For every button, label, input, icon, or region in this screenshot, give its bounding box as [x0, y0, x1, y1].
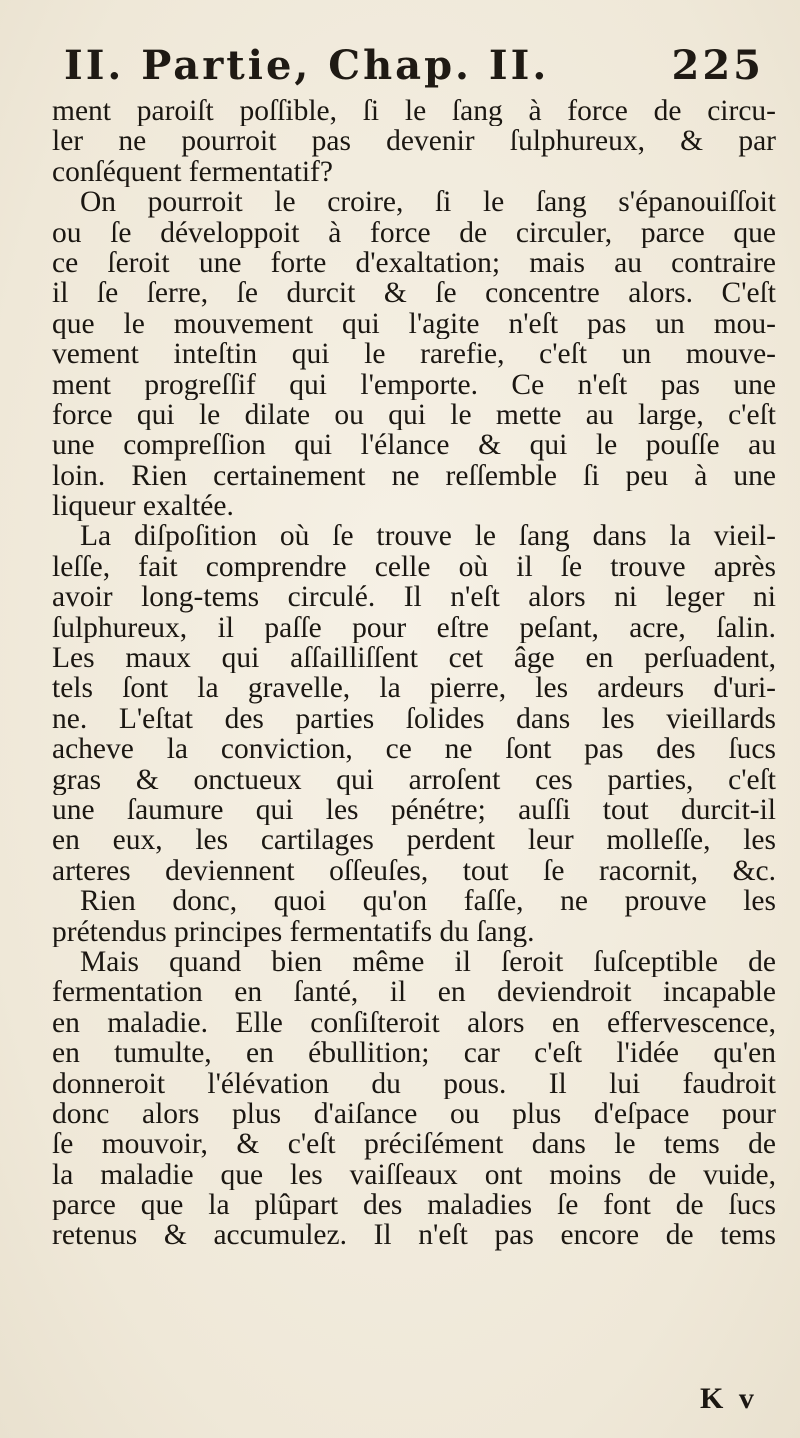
text-line: prétendus principes fermentatifs du ſang. [52, 916, 535, 947]
text-line: Les maux qui aſſailliſſent cet âge en perſuadent, [52, 643, 776, 674]
text-line: On pourroit le croire, ſi le ſang s'épanouiſſoit [80, 187, 776, 218]
text-line: vement inteſtin qui le rarefie, c'eſt un mouve- [52, 339, 776, 370]
text-line: en tumulte, en ébullition; car c'eſt l'idée qu'en [52, 1038, 776, 1069]
text-line: Mais quand bien même il ſeroit ſuſceptible de [80, 946, 776, 978]
text-line: force qui le dilate ou qui le mette au large, c'eſt [52, 399, 776, 431]
text-line: ſulphureux, il paſſe pour eſtre peſant, acre, ſalin. [52, 612, 776, 644]
text-line: tels ſont la gravelle, la pierre, les ardeurs d'uri- [52, 673, 776, 704]
text-line: la maladie que les vaiſſeaux ont moins de vuide, [52, 1159, 776, 1191]
text-line: arteres deviennent oſſeuſes, tout ſe racornit, &c. [52, 855, 776, 887]
text-line: loin. Rien certainement ne reſſemble ſi peu à une [52, 460, 776, 492]
text-line: leſſe, fait comprendre celle où il ſe trouve après [52, 551, 776, 583]
text-line: en eux, les cartilages perdent leur molleſſe, les [52, 825, 776, 856]
text-line: fermentation en ſanté, il en deviendroit incapable [52, 977, 776, 1008]
page-number: 225 [671, 42, 764, 89]
text-line: retenus & accumulez. Il n'eſt pas encore de tems [52, 1220, 776, 1251]
signature-mark: K v [700, 1382, 758, 1415]
text-line: il ſe ſerre, ſe durcit & ſe concentre alors. C'eſt [52, 278, 776, 309]
text-line: acheve la conviction, ce ne ſont pas des ſucs [52, 734, 776, 765]
text-line: liqueur exaltée. [52, 491, 234, 522]
header-title: II. Partie, Chap. II. [64, 42, 550, 89]
body-text [52, 96, 776, 1251]
text-line: La diſpoſition où ſe trouve le ſang dans la vieil- [80, 521, 776, 552]
text-line: donc alors plus d'aiſance ou plus d'eſpace pour [52, 1098, 776, 1130]
text-line: ou ſe développoit à force de circuler, parce que [52, 217, 776, 248]
text-line: ne. L'eſtat des parties ſolides dans les vieillards [52, 703, 776, 735]
running-header [64, 42, 764, 89]
text-line: ler ne pourroit pas devenir ſulphureux, & par [52, 126, 776, 157]
text-line: ment paroiſt poſſible, ſi le ſang à force de circu- [52, 96, 776, 127]
text-line: ſe mouvoir, & c'eſt préciſément dans le tems de [52, 1129, 776, 1160]
text-line: une compreſſion qui l'élance & qui le pouſſe au [52, 430, 776, 461]
text-line: en maladie. Elle conſiſteroit alors en effervescence, [52, 1007, 776, 1039]
text-line: ment progreſſif qui l'emporte. Ce n'eſt pas une [52, 369, 776, 400]
text-line: ce ſeroit une forte d'exaltation; mais au contraire [52, 247, 776, 279]
text-line: que le mouvement qui l'agite n'eſt pas un mou- [52, 308, 776, 340]
text-line: parce que la plûpart des maladies ſe font de ſucs [52, 1190, 776, 1221]
text-line: Rien donc, quoi qu'on faſſe, ne prouve les [80, 886, 776, 917]
text-line: donneroit l'élévation du pous. Il lui faudroit [52, 1068, 776, 1099]
text-line: conſéquent fermentatif? [52, 156, 333, 188]
text-line: gras & onctueux qui arroſent ces parties, c'eſt [52, 764, 776, 795]
text-line: une ſaumure qui les pénétre; auſſi tout durcit-il [52, 794, 776, 826]
text-line: avoir long-tems circulé. Il n'eſt alors ni leger ni [52, 582, 776, 613]
